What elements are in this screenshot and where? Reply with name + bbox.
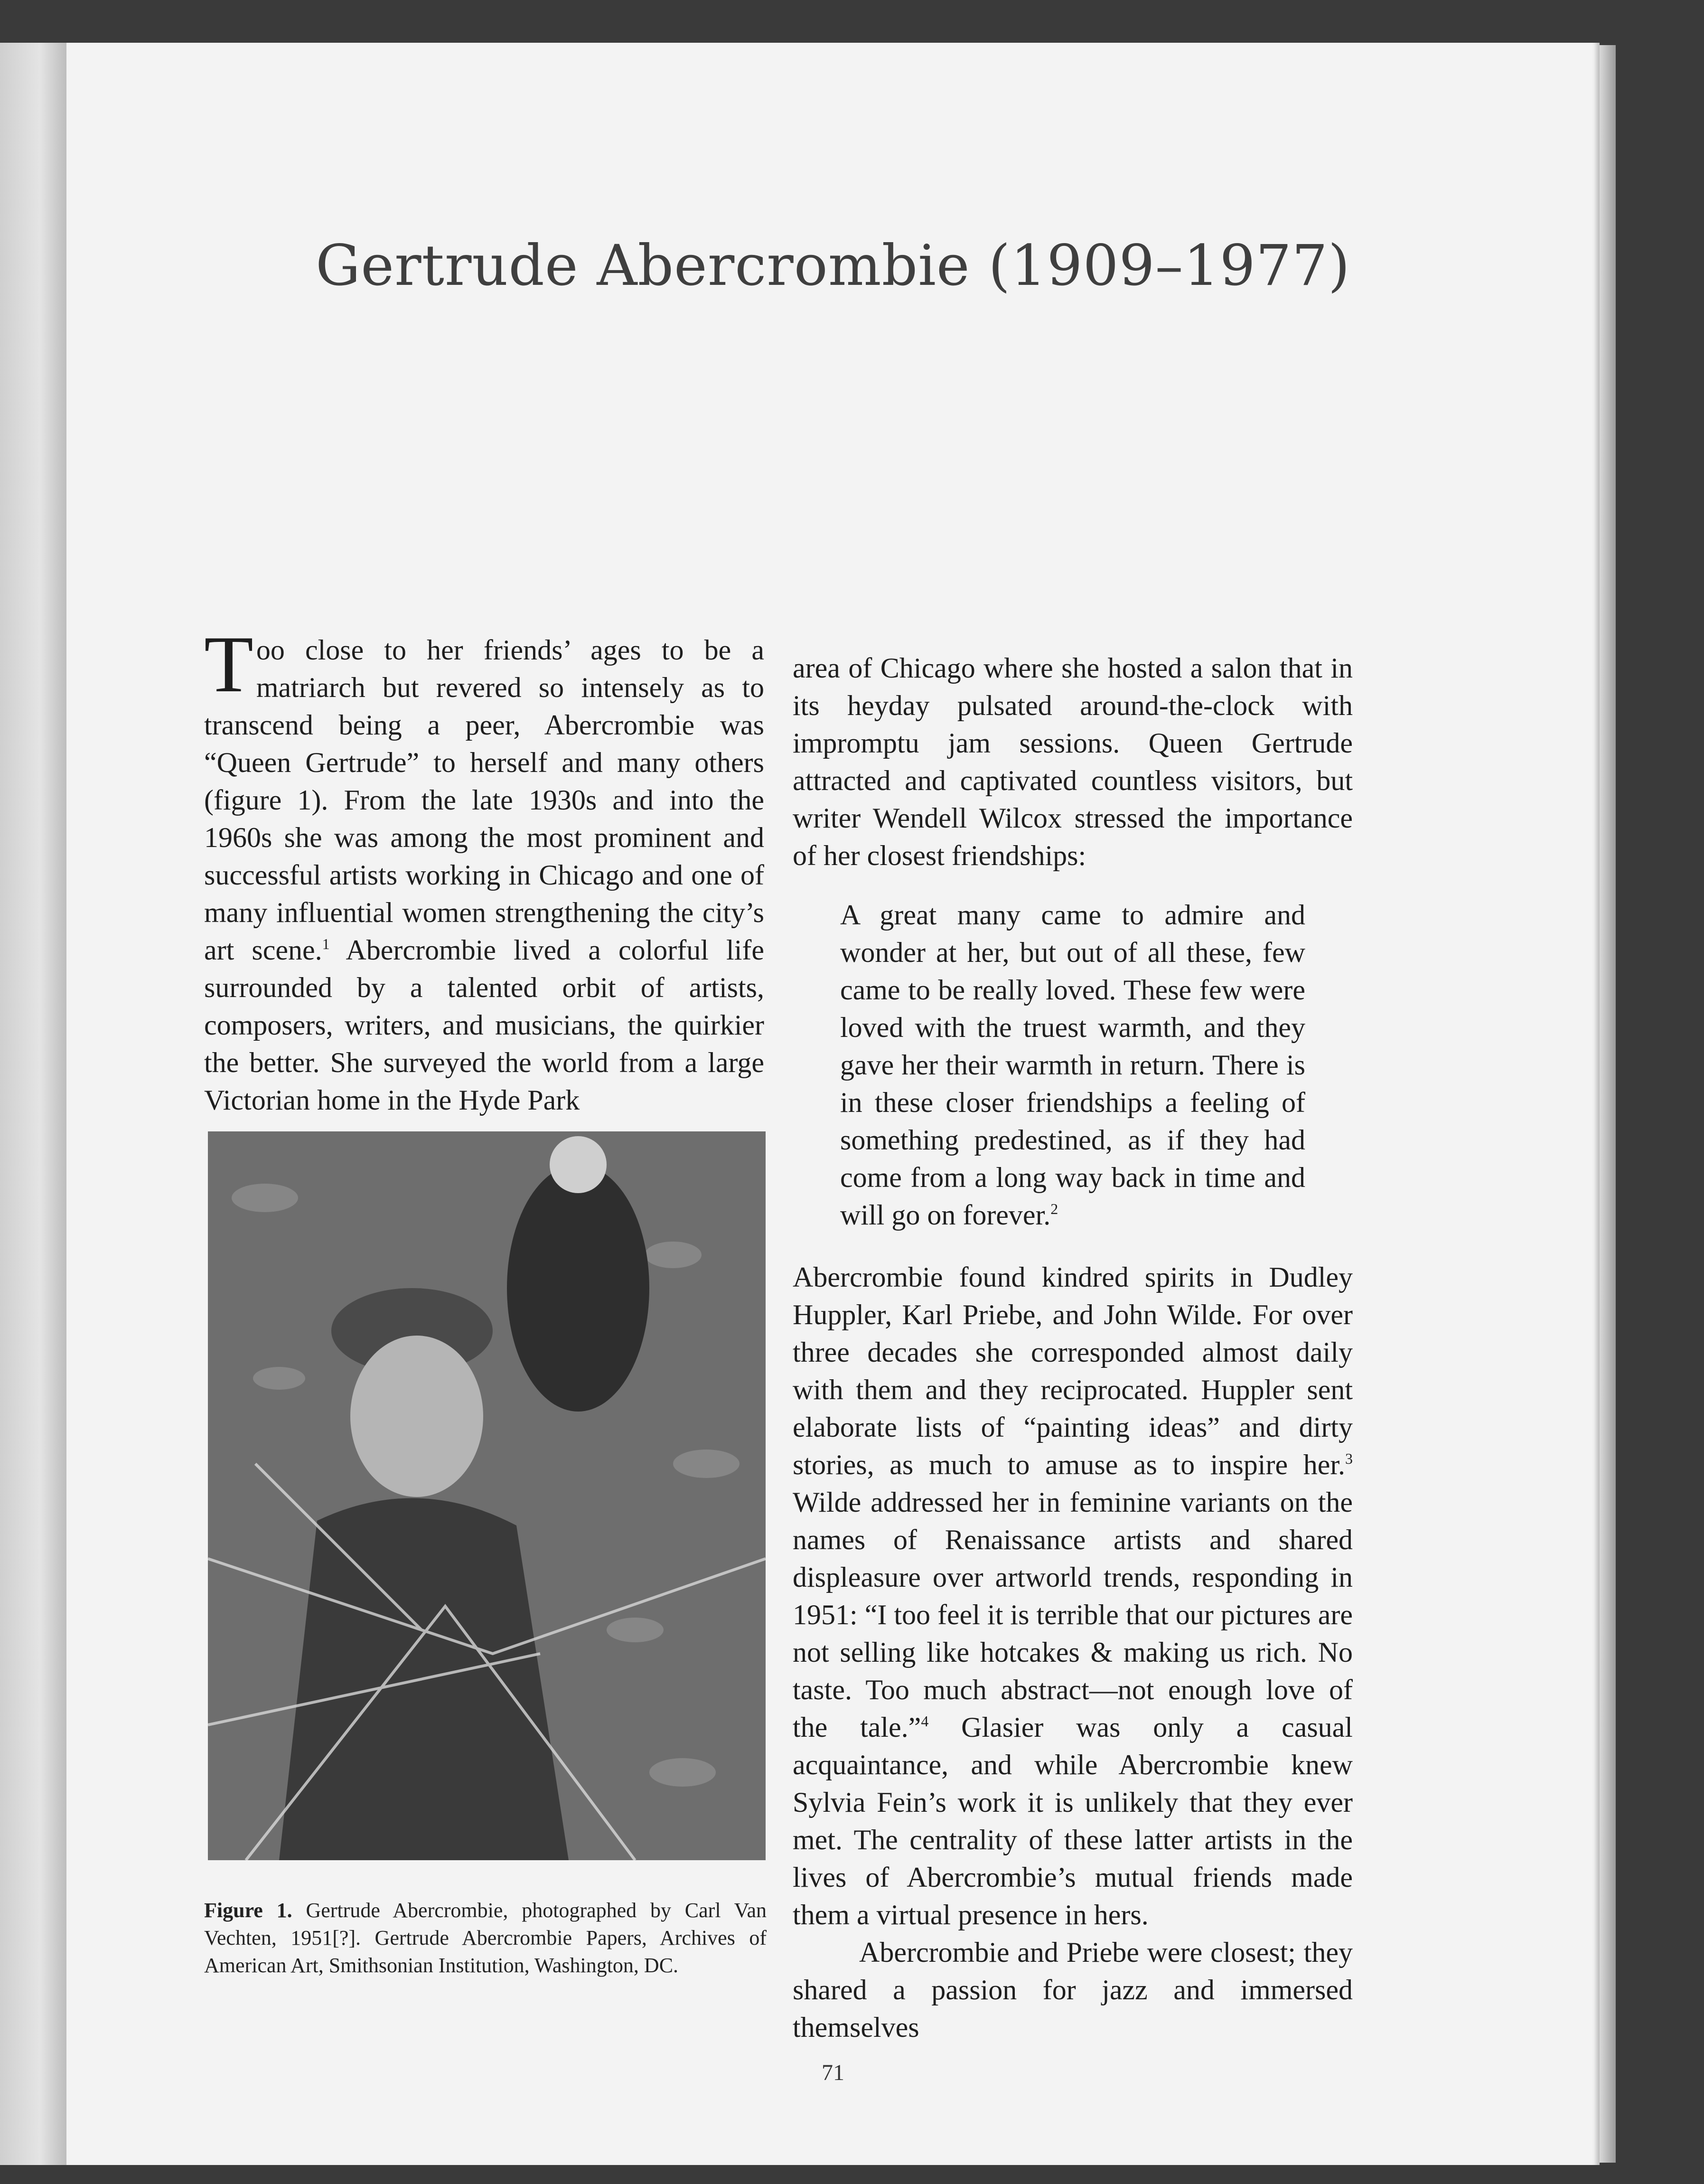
drop-cap: T bbox=[204, 620, 253, 709]
paragraph-2-part-c: Glasier was only a casual acquaintance, and while Abercrombie knew Sylvia Fein’s work it is unlikely that they ever met. The centrality of these latter artists in the lives of Abercrombie’s mutual friends made them a virtual presence in hers. bbox=[793, 1712, 1353, 1930]
footnote-ref-3: 3 bbox=[1345, 1450, 1353, 1467]
portrait-photograph bbox=[208, 1131, 766, 1860]
opening-text-end: Abercrombie lived a colorful life surrounded by a talented orbit of artists, composers, writers, and musicians, the quirkier the better. She surveyed the world from a large Victorian home in the Hyde Park bbox=[204, 934, 764, 1116]
page-number: 71 bbox=[822, 2060, 844, 2085]
right-column bbox=[793, 650, 1353, 2046]
footnote-ref-4: 4 bbox=[921, 1713, 929, 1730]
figure-caption bbox=[204, 1897, 767, 1979]
page-stack-edge bbox=[1600, 45, 1616, 2163]
footnote-ref-2: 2 bbox=[1050, 1200, 1058, 1217]
paragraph-2-part-b: Wilde addressed her in feminine variants on the names of Renaissance artists and shared displeasure over artworld trends, responding in 1951: “I too feel it is terrible that our pictures are not selling like hotcakes & making us rich. No taste. Too much abstract—not enough love of the tale.” bbox=[793, 1487, 1353, 1743]
continued-paragraph: area of Chicago where she hosted a salon that in its heyday pulsated around-the-clock with impromptu jam sessions. Queen Gertrude attracted and captivated countless visitors, but writer Wendell Wilcox stressed the importance of her closest friendships: bbox=[793, 652, 1353, 871]
previous-page-edge bbox=[0, 43, 66, 2165]
quote-text: A great many came to admire and wonder at her, but out of all these, few came to be really loved. These few were loved with the truest warmth, and they gave her their warmth in return. There is in these closer friendships a feeling of something predestined, as if they had come from a long way back in time and will go on forever. bbox=[840, 899, 1305, 1231]
kindred-spirits-paragraph bbox=[793, 1259, 1353, 1934]
figure-label: Figure 1. bbox=[204, 1899, 292, 1922]
paragraph-2-part-a: Abercrombie found kindred spirits in Dudley Huppler, Karl Priebe, and John Wilde. For over three decades she corresponded almost daily with them and they reciprocated. Huppler sent elaborate lists of “painting ideas” and dirty stories, as much to amuse as to inspire her. bbox=[793, 1261, 1353, 1480]
figure-caption-text: Gertrude Abercrombie, photographed by Carl Van Vechten, 1951[?]. Gertrude Abercrombie Papers, Archives of American Art, Smithsonian Institution, Washington, DC. bbox=[204, 1899, 767, 1977]
closing-paragraph: Abercrombie and Priebe were closest; they shared a passion for jazz and immersed themselves bbox=[793, 1937, 1353, 2043]
book-page bbox=[66, 43, 1600, 2165]
portrait-image bbox=[208, 1131, 766, 1860]
opening-paragraph bbox=[204, 620, 764, 1119]
left-column bbox=[204, 620, 764, 1119]
chapter-title: Gertrude Abercrombie (1909–1977) bbox=[316, 233, 1350, 298]
block-quote bbox=[840, 896, 1305, 1234]
footnote-ref-1: 1 bbox=[322, 935, 330, 952]
opening-text: oo close to her friends’ ages to be a matriarch but revered so intensely as to transcend being a peer, Abercrombie was “Queen Gertrude” to herself and many others (figure 1). From the late 1930s and into the 1960s she was among the most prominent and successful artists working in Chicago and one of many influential women strengthening the city’s art scene. bbox=[204, 634, 764, 966]
